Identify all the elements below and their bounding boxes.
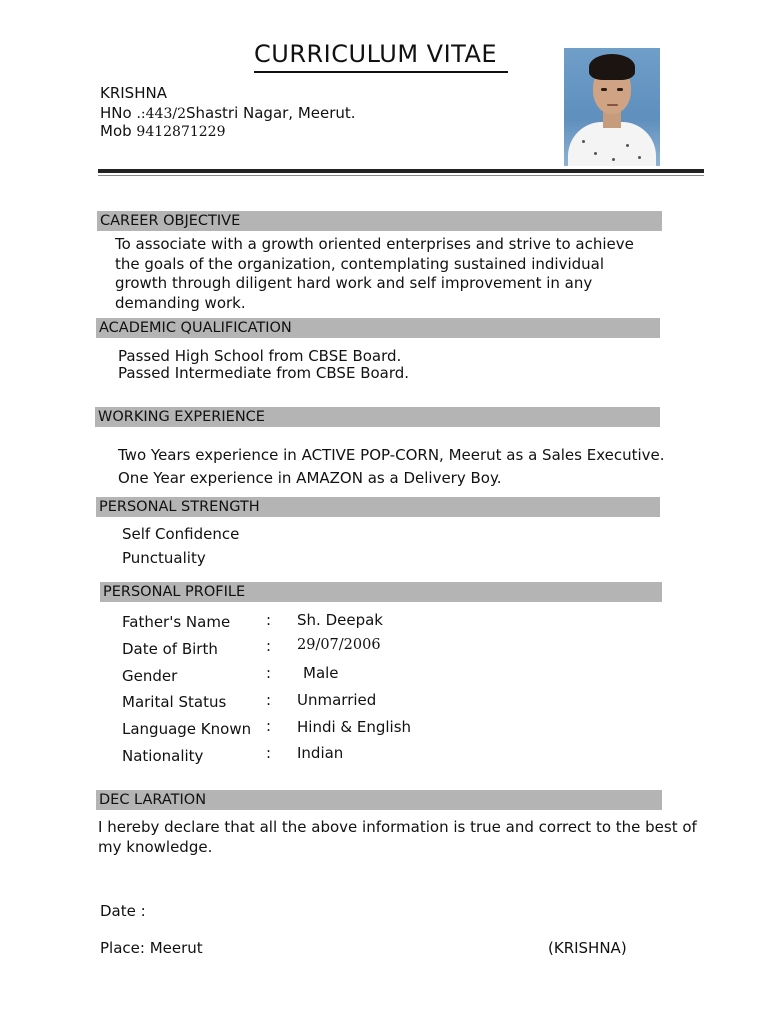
page-title: CURRICULUM VITAE: [254, 40, 498, 68]
address-text: Shastri Nagar, Meerut.: [185, 104, 356, 122]
header-divider-thin: [98, 175, 704, 176]
profile-label: Father's Name: [122, 613, 231, 631]
profile-value: Unmarried: [297, 691, 377, 709]
section-personal-profile: PERSONAL PROFILE: [100, 582, 662, 602]
title-underline: [254, 71, 508, 73]
hno-value: .:443/2: [136, 106, 186, 122]
section-working-experience: WORKING EXPERIENCE: [95, 407, 660, 427]
experience-line: Two Years experience in ACTIVE POP-CORN, Meerut as a Sales Executive.: [118, 446, 665, 464]
profile-separator: :: [266, 637, 272, 655]
profile-separator: :: [266, 744, 272, 762]
section-declaration: DEC LARATION: [96, 790, 662, 810]
mob-value: 9412871229: [136, 124, 226, 140]
experience-text: [118, 444, 665, 490]
profile-label: Marital Status: [122, 693, 227, 711]
profile-separator: :: [266, 717, 272, 735]
profile-value: Sh. Deepak: [297, 611, 383, 629]
objective-line: growth through diligent hard work and self improvement in any: [115, 274, 593, 292]
profile-label: Gender: [122, 667, 178, 685]
academic-line: Passed High School from CBSE Board.: [118, 347, 402, 365]
academic-line: Passed Intermediate from CBSE Board.: [118, 364, 410, 382]
signature: (KRISHNA): [548, 939, 627, 957]
place-label: Place: Meerut: [100, 939, 203, 957]
profile-value: Indian: [297, 744, 344, 762]
career-objective-text: [115, 235, 634, 313]
profile-value: 29/07/2006: [297, 637, 381, 653]
section-academic-qualification: ACADEMIC QUALIFICATION: [96, 318, 660, 338]
profile-label: Language Known: [122, 720, 252, 738]
objective-line: demanding work.: [115, 293, 246, 312]
strength-item: Punctuality: [122, 549, 206, 567]
strength-list: [122, 522, 239, 570]
profile-value: Hindi & English: [297, 718, 412, 736]
mobile-line: [100, 122, 226, 140]
address-line: [100, 104, 356, 122]
experience-line: One Year experience in AMAZON as a Delivery Boy.: [118, 469, 502, 487]
section-personal-strength: PERSONAL STRENGTH: [96, 497, 660, 517]
profile-photo: [564, 48, 660, 166]
profile-separator: :: [266, 691, 272, 709]
candidate-name: KRISHNA: [100, 84, 167, 102]
mob-label: Mob: [100, 122, 132, 140]
objective-line: the goals of the organization, contemplating sustained individual: [115, 254, 605, 273]
header-divider: [98, 169, 704, 173]
strength-item: Self Confidence: [122, 525, 240, 543]
section-career-objective: CAREER OBJECTIVE: [97, 211, 662, 231]
profile-value: Male: [303, 664, 339, 682]
declaration-line: my knowledge.: [98, 837, 213, 856]
academic-text: [118, 348, 409, 382]
profile-separator: :: [266, 611, 272, 629]
date-label: Date :: [100, 902, 146, 920]
profile-separator: :: [266, 664, 272, 682]
hno-label: HNo: [100, 104, 132, 122]
objective-line: To associate with a growth oriented enterprises and strive to achieve: [115, 235, 634, 253]
declaration-text: [98, 818, 697, 857]
profile-label: Nationality: [122, 747, 204, 765]
declaration-line: I hereby declare that all the above information is true and correct to the best of: [98, 818, 697, 836]
profile-label: Date of Birth: [122, 640, 218, 658]
